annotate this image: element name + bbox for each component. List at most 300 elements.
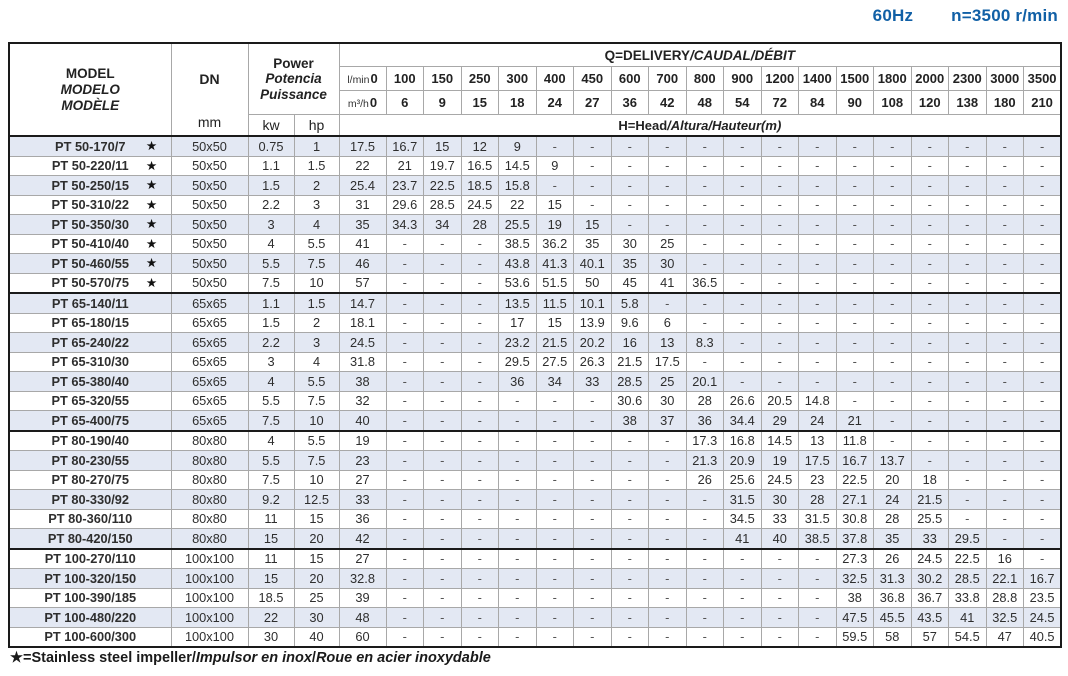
head-value-cell: - (949, 391, 987, 411)
hp-cell: 5.5 (294, 234, 339, 254)
head-value-cell: - (424, 490, 462, 510)
model-cell (9, 608, 171, 628)
head-value-cell: - (611, 156, 649, 176)
head-value-cell: 28 (799, 490, 837, 510)
head-value-cell: - (986, 372, 1024, 392)
head-value-cell: 27.5 (536, 352, 574, 372)
head-value-cell: - (986, 195, 1024, 215)
model-cell (9, 588, 171, 608)
head-value-cell: 26 (686, 470, 724, 490)
head-value-cell: - (386, 254, 424, 274)
model-name: PT 50-220/11 (51, 158, 129, 174)
head-value-cell: - (986, 391, 1024, 411)
head-value-cell: - (461, 451, 499, 471)
head-value-cell: - (574, 627, 612, 647)
head-value-cell: - (1024, 431, 1062, 451)
head-value-cell: 29 (761, 411, 799, 431)
head-value-cell: - (686, 569, 724, 589)
head-value-cell: 27.3 (836, 549, 874, 569)
model-name: PT 50-350/30 (51, 216, 130, 232)
kw-cell: 9.2 (248, 490, 294, 510)
head-value-cell: 34.5 (724, 509, 762, 529)
star-icon: ★ (146, 238, 157, 251)
head-value-cell: 25.6 (724, 470, 762, 490)
head-value-cell: - (1024, 509, 1062, 529)
head-value-cell: 36.2 (536, 234, 574, 254)
head-value-cell: - (1024, 254, 1062, 274)
head-value-cell: 16 (986, 549, 1024, 569)
head-value-cell: - (874, 234, 912, 254)
head-value-cell: 24 (874, 490, 912, 510)
head-value-cell: - (461, 549, 499, 569)
head-value-cell: 50 (574, 273, 612, 293)
kw-cell: 4 (248, 234, 294, 254)
head-value-cell: - (799, 176, 837, 196)
head-value-cell: 27.1 (836, 490, 874, 510)
table-row (9, 627, 1061, 647)
head-value-cell: 30.2 (911, 569, 949, 589)
head-value-cell: 26 (874, 549, 912, 569)
head-value-cell: - (1024, 195, 1062, 215)
head-value-cell: - (499, 490, 537, 510)
kw-cell: 2.2 (248, 195, 294, 215)
head-value-cell: - (799, 254, 837, 274)
m3h-header-value: 9 (424, 91, 462, 115)
head-value-cell: 28.5 (949, 569, 987, 589)
head-value-cell: - (761, 372, 799, 392)
model-name: PT 100-480/220 (44, 609, 137, 625)
head-value-cell: - (724, 569, 762, 589)
head-value-cell: - (724, 372, 762, 392)
head-value-cell: - (799, 136, 837, 156)
head-value-cell: - (874, 372, 912, 392)
head-value-cell: 18.1 (339, 313, 386, 333)
table-row (9, 234, 1061, 254)
head-value-cell: 14.8 (799, 391, 837, 411)
head-value-cell: 25.5 (499, 215, 537, 235)
head-value-cell: - (761, 234, 799, 254)
head-value-cell: 19.7 (424, 156, 462, 176)
table-row (9, 608, 1061, 628)
dn-cell: 65x65 (171, 352, 248, 372)
head-value-cell: - (574, 391, 612, 411)
head-value-cell: - (874, 313, 912, 333)
head-value-cell: 12 (461, 136, 499, 156)
model-name: PT 50-310/22 (51, 197, 130, 213)
model-name: PT 50-410/40 (51, 236, 130, 252)
lmin-header-value: 700 (649, 67, 687, 91)
head-value-cell: - (499, 451, 537, 471)
head-value-cell: - (1024, 313, 1062, 333)
head-value-cell: - (536, 411, 574, 431)
head-value-cell: - (949, 195, 987, 215)
head-value-cell: - (461, 470, 499, 490)
head-value-cell: - (461, 352, 499, 372)
head-value-cell: - (761, 313, 799, 333)
head-value-cell: - (799, 569, 837, 589)
head-value-cell: - (686, 588, 724, 608)
head-value-cell: - (386, 608, 424, 628)
head-value-cell: - (761, 333, 799, 353)
head-value-cell: - (574, 431, 612, 451)
kw-cell: 15 (248, 529, 294, 549)
hp-cell: 1.5 (294, 293, 339, 313)
head-value-cell: - (911, 372, 949, 392)
head-value-cell: 32.5 (986, 608, 1024, 628)
head-value-cell: - (386, 627, 424, 647)
head-value-cell: - (574, 490, 612, 510)
dn-cell: 80x80 (171, 490, 248, 510)
head-value-cell: 51.5 (536, 273, 574, 293)
head-value-cell: - (649, 431, 687, 451)
head-value-cell: - (686, 293, 724, 313)
head-value-cell: 22 (339, 156, 386, 176)
head-value-cell: - (911, 215, 949, 235)
head-value-cell: 21.5 (611, 352, 649, 372)
head-value-cell: - (1024, 391, 1062, 411)
star-icon: ★ (146, 277, 157, 290)
hp-cell: 10 (294, 470, 339, 490)
head-value-cell: 13 (799, 431, 837, 451)
head-value-cell: - (461, 411, 499, 431)
model-cell (9, 372, 171, 392)
model-cell (9, 569, 171, 589)
head-value-cell: - (611, 569, 649, 589)
head-value-cell: 41 (339, 234, 386, 254)
head-value-cell: 25 (649, 372, 687, 392)
star-icon: ★ (146, 199, 157, 212)
model-name: PT 65-380/40 (51, 373, 130, 389)
head-value-cell: - (424, 273, 462, 293)
head-value-cell: - (499, 411, 537, 431)
head-value-cell: 15 (424, 136, 462, 156)
hp-cell: 1.5 (294, 156, 339, 176)
head-value-cell: 17.3 (686, 431, 724, 451)
head-value-cell: 34 (536, 372, 574, 392)
model-name: PT 80-420/150 (47, 530, 133, 546)
hp-cell: 10 (294, 411, 339, 431)
model-name: PT 80-360/110 (48, 511, 133, 527)
m3h-header-value: 180 (986, 91, 1024, 115)
model-cell (9, 352, 171, 372)
head-value-cell: - (986, 470, 1024, 490)
model-cell (9, 411, 171, 431)
head-value-cell: - (649, 627, 687, 647)
head-value-cell: - (799, 608, 837, 628)
head-value-cell: 26.6 (724, 391, 762, 411)
head-value-cell: - (949, 470, 987, 490)
head-value-cell: - (761, 549, 799, 569)
head-value-cell: 53.6 (499, 273, 537, 293)
head-value-cell: 37 (649, 411, 687, 431)
table-row (9, 529, 1061, 549)
head-value-cell: - (911, 254, 949, 274)
head-value-cell: - (461, 273, 499, 293)
table-row (9, 391, 1061, 411)
table-row (9, 136, 1061, 156)
head-value-cell: 33 (761, 509, 799, 529)
head-value-cell: - (874, 333, 912, 353)
head-value-cell: 54.5 (949, 627, 987, 647)
head-value-cell: - (574, 549, 612, 569)
head-value-cell: - (986, 293, 1024, 313)
dn-cell: 65x65 (171, 391, 248, 411)
head-value-cell: 23.2 (499, 333, 537, 353)
head-value-cell: - (386, 333, 424, 353)
head-value-cell: 14.7 (339, 293, 386, 313)
m3h-header-value: 72 (761, 91, 799, 115)
head-value-cell: 38 (339, 372, 386, 392)
kw-cell: 5.5 (248, 391, 294, 411)
head-value-cell: - (499, 569, 537, 589)
head-value-cell: 33 (574, 372, 612, 392)
head-value-cell: - (686, 529, 724, 549)
head-value-cell: - (949, 490, 987, 510)
model-cell (9, 195, 171, 215)
head-value-cell: - (386, 273, 424, 293)
head-value-cell: - (574, 411, 612, 431)
head-value-cell: - (761, 195, 799, 215)
head-value-cell: 21 (386, 156, 424, 176)
m3h-header-value: 210 (1024, 91, 1062, 115)
head-value-cell: - (424, 234, 462, 254)
head-value-cell: 59.5 (836, 627, 874, 647)
head-value-cell: - (611, 490, 649, 510)
head-value-cell: - (461, 254, 499, 274)
head-value-cell: - (761, 588, 799, 608)
head-value-cell: 16.7 (836, 451, 874, 471)
head-value-cell: - (911, 156, 949, 176)
head-value-cell: - (424, 372, 462, 392)
head-value-cell: 21.5 (911, 490, 949, 510)
kw-cell: 1.1 (248, 156, 294, 176)
head-value-cell: - (686, 509, 724, 529)
kw-cell: 7.5 (248, 273, 294, 293)
head-value-cell: - (836, 195, 874, 215)
head-value-cell: - (874, 391, 912, 411)
head-value-cell: - (1024, 136, 1062, 156)
head-value-cell: - (1024, 411, 1062, 431)
head-value-cell: 41 (724, 529, 762, 549)
hp-cell: 30 (294, 608, 339, 628)
head-value-cell: 24 (799, 411, 837, 431)
dn-cell: 50x50 (171, 156, 248, 176)
head-value-cell: - (986, 529, 1024, 549)
model-cell (9, 549, 171, 569)
head-value-cell: 18 (911, 470, 949, 490)
head-value-cell: - (611, 195, 649, 215)
head-value-cell: - (574, 195, 612, 215)
model-column-header: MODEL MODELO MODÈLE (9, 43, 171, 136)
head-value-cell: 36.8 (874, 588, 912, 608)
dn-cell: 80x80 (171, 509, 248, 529)
dn-cell: 100x100 (171, 549, 248, 569)
dn-cell: 50x50 (171, 195, 248, 215)
head-value-cell: - (836, 156, 874, 176)
head-value-cell: 16.5 (461, 156, 499, 176)
model-cell (9, 470, 171, 490)
head-value-cell: 33.8 (949, 588, 987, 608)
head-value-cell: 24.5 (761, 470, 799, 490)
head-value-cell: 11.5 (536, 293, 574, 313)
footnote: ★=Stainless steel impeller/Impulsor en inox/Roue en acier inoxydable (10, 650, 491, 666)
model-cell (9, 176, 171, 196)
head-value-cell: - (574, 156, 612, 176)
head-value-cell: - (949, 176, 987, 196)
head-value-cell: - (911, 333, 949, 353)
head-value-cell: - (649, 509, 687, 529)
head-value-cell: - (536, 529, 574, 549)
head-value-cell: 35 (874, 529, 912, 549)
head-value-cell: 22.1 (986, 569, 1024, 589)
head-value-cell: 22.5 (836, 470, 874, 490)
head-value-cell: - (799, 293, 837, 313)
head-value-cell: - (649, 588, 687, 608)
model-name: PT 80-230/55 (51, 452, 130, 468)
head-value-cell: 57 (339, 273, 386, 293)
head-value-cell: 24.5 (1024, 608, 1062, 628)
head-value-cell: - (461, 529, 499, 549)
head-value-cell: - (649, 215, 687, 235)
head-value-cell: 25.5 (911, 509, 949, 529)
head-value-cell: 33 (339, 490, 386, 510)
head-value-cell: 15 (536, 195, 574, 215)
model-cell (9, 529, 171, 549)
m3h-header-value: 48 (686, 91, 724, 115)
table-row (9, 569, 1061, 589)
head-value-cell: 40.1 (574, 254, 612, 274)
head-value-cell: - (986, 431, 1024, 451)
head-value-cell: - (986, 352, 1024, 372)
head-value-cell: - (499, 391, 537, 411)
head-value-cell: - (911, 176, 949, 196)
kw-cell: 0.75 (248, 136, 294, 156)
head-value-cell: - (611, 451, 649, 471)
head-value-cell: - (724, 313, 762, 333)
head-value-cell: 20.2 (574, 333, 612, 353)
lmin-header-value: 400 (536, 67, 574, 91)
head-value-cell: - (724, 293, 762, 313)
head-value-cell: - (424, 391, 462, 411)
head-value-cell: 17.5 (339, 136, 386, 156)
head-value-cell: - (1024, 470, 1062, 490)
dn-cell: 50x50 (171, 234, 248, 254)
head-value-cell: - (386, 451, 424, 471)
head-title: H=Head/Altura/Hauteur(m) (339, 115, 1061, 137)
hp-cell: 25 (294, 588, 339, 608)
head-value-cell: 34 (424, 215, 462, 235)
head-value-cell: - (536, 136, 574, 156)
dn-cell: 50x50 (171, 215, 248, 235)
head-value-cell: - (1024, 293, 1062, 313)
head-value-cell: 20.1 (686, 372, 724, 392)
head-value-cell: - (949, 509, 987, 529)
head-value-cell: - (461, 391, 499, 411)
head-value-cell: - (649, 176, 687, 196)
head-value-cell: - (611, 529, 649, 549)
model-name: PT 65-400/75 (51, 412, 130, 428)
head-value-cell: - (686, 176, 724, 196)
dn-cell: 65x65 (171, 293, 248, 313)
dn-cell: 100x100 (171, 588, 248, 608)
model-name: PT 80-270/75 (51, 472, 130, 488)
head-value-cell: - (799, 352, 837, 372)
head-value-cell: - (949, 234, 987, 254)
head-value-cell: 38.5 (799, 529, 837, 549)
head-value-cell: - (649, 293, 687, 313)
head-value-cell: - (911, 431, 949, 451)
head-value-cell: - (424, 529, 462, 549)
head-value-cell: 20.5 (761, 391, 799, 411)
head-value-cell: - (761, 254, 799, 274)
hp-cell: 7.5 (294, 451, 339, 471)
head-value-cell: - (799, 234, 837, 254)
dn-cell: 80x80 (171, 470, 248, 490)
head-value-cell: - (649, 136, 687, 156)
m3h-header-value: 108 (874, 91, 912, 115)
head-value-cell: 27 (339, 549, 386, 569)
head-value-cell: 16.7 (1024, 569, 1062, 589)
head-value-cell: - (949, 352, 987, 372)
head-value-cell: - (686, 490, 724, 510)
head-value-cell: - (949, 451, 987, 471)
head-value-cell: 22.5 (424, 176, 462, 196)
m3h-header-value: 24 (536, 91, 574, 115)
head-value-cell: - (461, 569, 499, 589)
head-value-cell: - (461, 333, 499, 353)
lmin-header-value: 100 (386, 67, 424, 91)
model-cell (9, 451, 171, 471)
head-value-cell: 35 (611, 254, 649, 274)
model-name: PT 50-250/15 (51, 177, 130, 193)
head-value-cell: 19 (339, 431, 386, 451)
hp-cell: 20 (294, 569, 339, 589)
head-value-cell: - (574, 470, 612, 490)
head-value-cell: 9 (499, 136, 537, 156)
head-value-cell: - (836, 293, 874, 313)
kw-cell: 4 (248, 372, 294, 392)
table-row (9, 451, 1061, 471)
head-value-cell: 17 (499, 313, 537, 333)
head-value-cell: 21.3 (686, 451, 724, 471)
star-icon: ★ (146, 140, 157, 153)
head-value-cell: 29.6 (386, 195, 424, 215)
dn-cell: 65x65 (171, 372, 248, 392)
head-value-cell: - (724, 273, 762, 293)
model-name: PT 65-320/55 (51, 393, 130, 409)
head-value-cell: 15.8 (499, 176, 537, 196)
head-value-cell: - (461, 509, 499, 529)
head-value-cell: - (874, 273, 912, 293)
head-value-cell: - (499, 549, 537, 569)
head-value-cell: - (424, 313, 462, 333)
head-value-cell: 24.5 (461, 195, 499, 215)
head-value-cell: 29.5 (499, 352, 537, 372)
head-value-cell: - (836, 352, 874, 372)
model-cell (9, 293, 171, 313)
head-value-cell: - (686, 156, 724, 176)
table-row (9, 333, 1061, 353)
dn-cell: 80x80 (171, 451, 248, 471)
head-value-cell: 28 (874, 509, 912, 529)
head-value-cell: - (911, 313, 949, 333)
head-value-cell: - (724, 549, 762, 569)
lmin-header-value: 2000 (911, 67, 949, 91)
head-value-cell: - (649, 569, 687, 589)
head-value-cell: - (761, 608, 799, 628)
table-row (9, 313, 1061, 333)
head-value-cell: - (424, 451, 462, 471)
